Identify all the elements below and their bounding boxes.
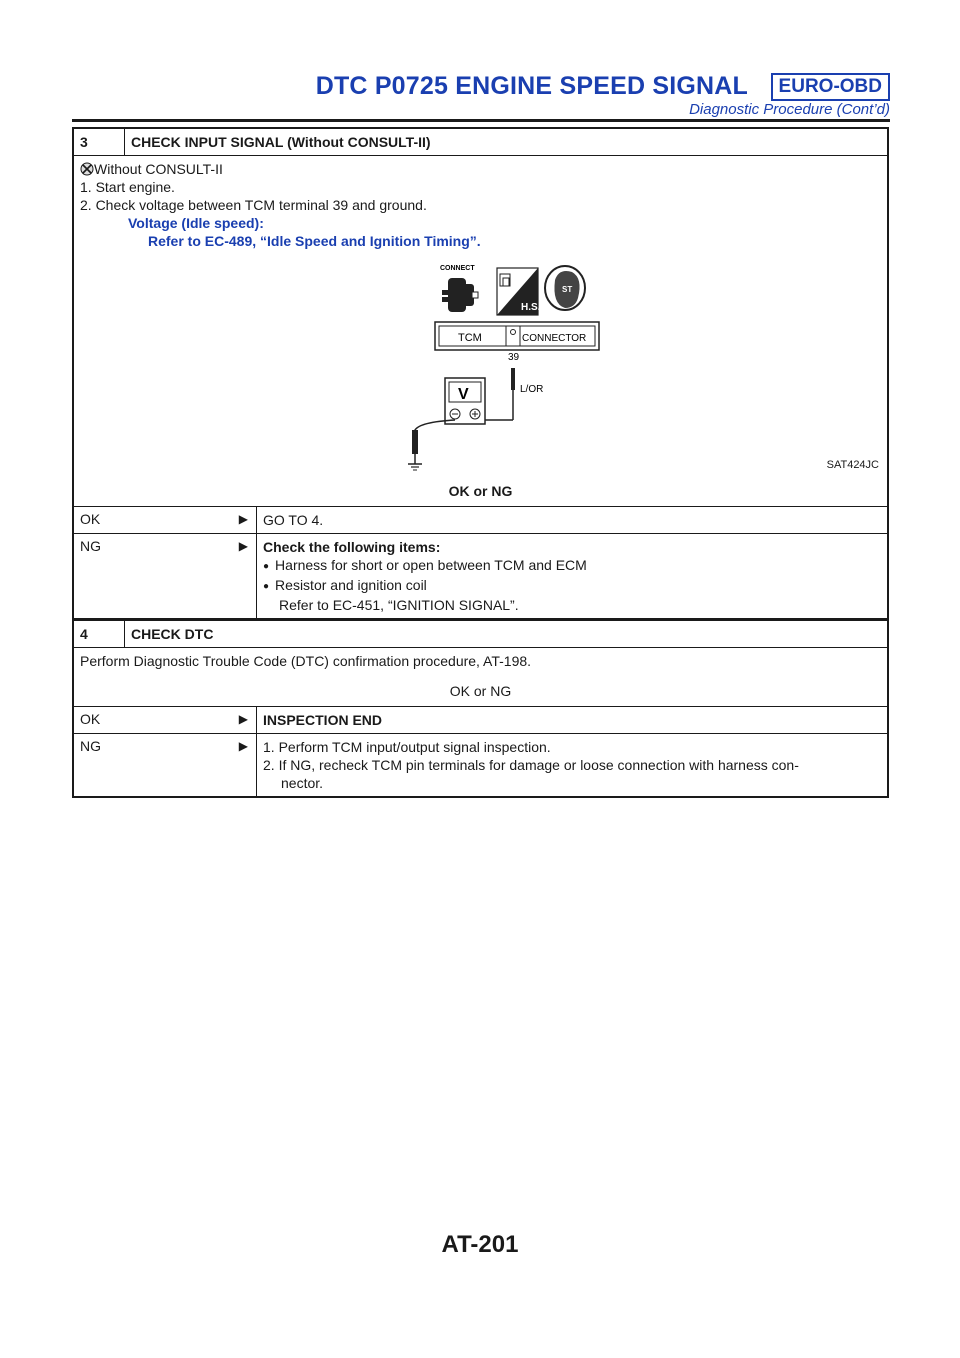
no-consult-icon	[80, 162, 94, 176]
page-header	[72, 68, 890, 120]
right-arrow-icon: ▶	[238, 512, 248, 526]
result-ng-actions	[256, 534, 887, 618]
right-arrow-icon: ▶	[238, 739, 248, 753]
mode-line	[80, 160, 881, 178]
instruction-line-2: 2. Check voltage between TCM terminal 39 and ground.	[80, 197, 427, 213]
step-3-body	[74, 156, 887, 507]
voltmeter-icon	[445, 378, 485, 424]
ng-item-1: ● Harness for short or open between TCM and ECM	[263, 556, 881, 576]
meter-label: V	[458, 386, 469, 403]
connector-label: CONNECTOR	[522, 333, 587, 344]
step-4-title-row	[74, 621, 887, 648]
connect-label: CONNECT	[440, 265, 475, 272]
harness-side-icon	[497, 268, 541, 315]
result-heading: OK or NG	[448, 483, 513, 499]
page-title: DTC P0725 ENGINE SPEED SIGNAL	[315, 72, 748, 100]
result-ok-row	[74, 707, 887, 734]
result-heading: OK or NG	[449, 683, 512, 699]
ng-reference: Refer to EC-451, “IGNITION SIGNAL”.	[279, 597, 519, 613]
page-subtitle: Diagnostic Procedure (Cont’d)	[689, 101, 890, 118]
procedure-step-3	[72, 127, 889, 620]
result-ng-row	[74, 734, 887, 796]
result-ng-row	[74, 534, 887, 618]
result-key-ng: NG	[80, 738, 101, 754]
step-3-title-row	[74, 129, 887, 156]
header-divider	[72, 119, 890, 122]
result-ng-actions	[256, 734, 887, 796]
ignition-key-icon	[545, 266, 585, 310]
result-ok-row	[74, 507, 887, 534]
result-key-ng: NG	[80, 538, 101, 554]
ng-item-2: ● Resistor and ignition coil	[263, 576, 881, 596]
instruction-line-1: 1. Start engine.	[80, 179, 175, 195]
connector-icon	[442, 278, 478, 312]
step-title: CHECK INPUT SIGNAL (Without CONSULT-II)	[131, 134, 431, 150]
tcm-label: TCM	[458, 332, 482, 344]
ng-line-2: 2. If NG, recheck TCM pin terminals for damage or loose connection with harness con-	[263, 757, 799, 773]
result-ok-action: INSPECTION END	[256, 707, 887, 733]
result-key-ok: OK	[80, 511, 101, 527]
page-number: AT-201	[441, 1231, 519, 1258]
wire-color-label: L/OR	[520, 384, 544, 395]
st-label: ST	[562, 285, 573, 294]
terminal-number: 39	[508, 352, 520, 363]
ng-line-1: 1. Perform TCM input/output signal inspection.	[263, 739, 551, 755]
figure-code: SAT424JC	[826, 459, 879, 471]
ng-line-2-continued: nector.	[281, 775, 324, 791]
hs-label: H.S.	[521, 302, 541, 313]
wiring-figure	[80, 250, 881, 472]
step-4-instruction: Perform Diagnostic Trouble Code (DTC) confirmation procedure, AT-198.	[80, 653, 532, 669]
right-arrow-icon: ▶	[238, 712, 248, 726]
result-ok-action: GO TO 4.	[256, 507, 887, 533]
ng-heading: Check the following items:	[263, 539, 441, 555]
procedure-step-4	[72, 619, 889, 798]
spec-reference: Refer to EC-489, “Idle Speed and Ignition Timing”.	[148, 233, 481, 249]
mode-label: Without CONSULT-II	[94, 161, 223, 177]
tcm-voltage-diagram	[80, 250, 883, 472]
step-number: 3	[74, 129, 125, 155]
section-badge: EURO-OBD	[771, 73, 890, 101]
step-title: CHECK DTC	[131, 626, 214, 642]
spec-label: Voltage (Idle speed):	[128, 215, 264, 231]
step-number: 4	[74, 621, 125, 647]
result-key-ok: OK	[80, 711, 101, 727]
step-4-body	[74, 648, 887, 707]
right-arrow-icon: ▶	[238, 539, 248, 553]
